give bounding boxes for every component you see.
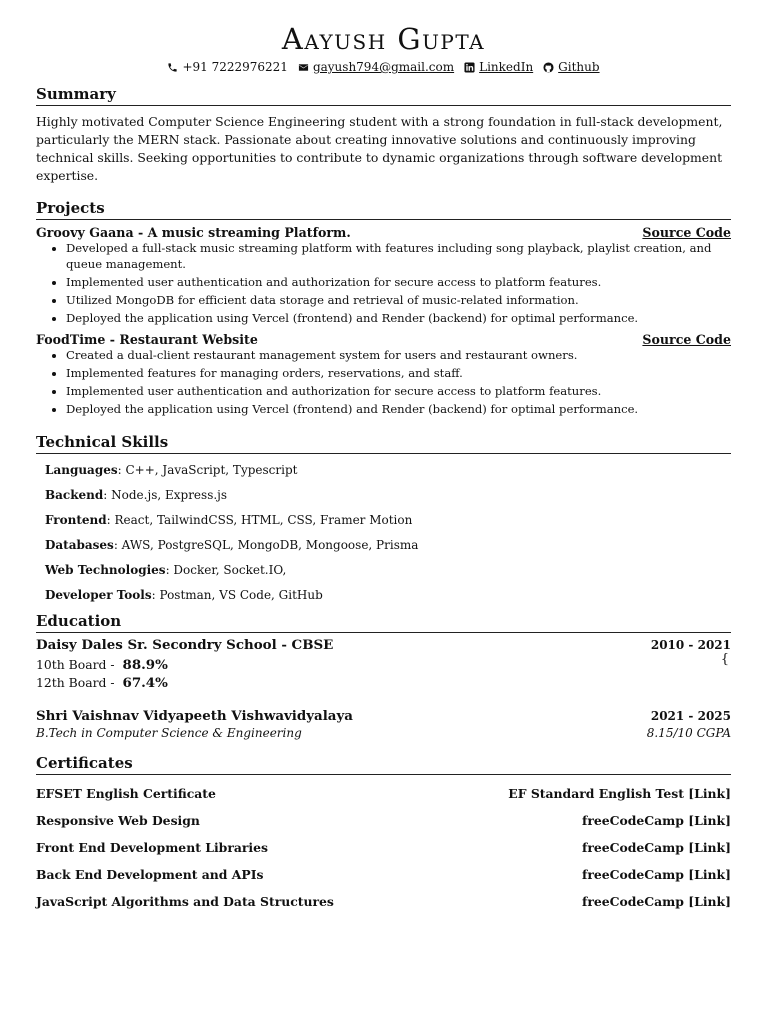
school-name: Daisy Dales Sr. Secondry School - CBSE (36, 637, 334, 653)
contact-bar (36, 59, 731, 75)
certificate-issuer-link[interactable]: freeCodeCamp [Link] (581, 840, 731, 855)
certificate-row (36, 840, 731, 856)
linkedin-link[interactable]: LinkedIn (479, 60, 534, 74)
skill-value: : AWS, PostgreSQL, MongoDB, Mongoose, Prisma (113, 538, 419, 552)
project-title: Groovy Gaana - A music streaming Platform. (36, 225, 351, 240)
certificate-row (36, 813, 731, 829)
summary-section (36, 85, 731, 185)
skill-row (45, 587, 731, 603)
skill-row (45, 512, 731, 528)
skill-row (45, 487, 731, 503)
linkedin-icon (464, 62, 475, 73)
bullet-item: • Deployed the application using Vercel (frontend) and Render (backend) for optimal performance. (66, 310, 731, 326)
projects-section (36, 199, 731, 417)
phone-number: +91 7222976221 (182, 60, 288, 74)
bullet-item: • Implemented user authentication and authorization for secure access to platform features. (66, 274, 731, 290)
certificate-row (36, 894, 731, 910)
envelope-icon (298, 62, 309, 73)
certificate-name: EFSET English Certificate (36, 786, 216, 801)
project-bullets (36, 240, 731, 326)
skill-row (45, 562, 731, 578)
github-contact[interactable] (543, 59, 599, 75)
certificate-name: Responsive Web Design (36, 813, 200, 828)
source-code-link[interactable]: Source Code (642, 225, 731, 240)
certificate-name: JavaScript Algorithms and Data Structures (36, 894, 334, 909)
summary-text: Highly motivated Computer Science Engineering student with a strong foundation in full-stack development, particularly the MERN stack. Passionate about creating innovative solutions and continuously improving technical skills. Seeking opportunities to contribute to dynamic organizations through software development expertise. (36, 114, 723, 183)
email-contact[interactable] (298, 59, 454, 75)
skill-label: Databases (45, 538, 114, 552)
board-score: 88.9% (122, 657, 168, 673)
certificate-row (36, 867, 731, 883)
projects-heading: Projects (36, 199, 731, 220)
certificates-heading: Certificates (36, 754, 731, 775)
bullet-item: • Deployed the application using Vercel (frontend) and Render (backend) for optimal performance. (66, 401, 731, 417)
skills-list (36, 462, 731, 603)
certificate-issuer-link[interactable]: freeCodeCamp [Link] (581, 867, 731, 882)
skill-value: : React, TailwindCSS, HTML, CSS, Framer Motion (106, 513, 413, 527)
certificates-list (36, 786, 731, 910)
project-item (36, 225, 731, 326)
skill-label: Web Technologies (45, 563, 166, 577)
summary-heading: Summary (36, 85, 731, 106)
certificates-section (36, 754, 731, 910)
school-years: 2010 - 2021 (650, 638, 731, 652)
certificate-row (36, 786, 731, 802)
education-item (36, 708, 731, 740)
skill-value: : Node.js, Express.js (103, 488, 228, 502)
skill-value: : Docker, Socket.IO, (165, 563, 287, 577)
skill-row (45, 462, 731, 478)
email-link[interactable]: gayush794@gmail.com (312, 60, 455, 74)
bullet-item: • Utilized MongoDB for efficient data storage and retrieval of music-related information. (66, 292, 731, 308)
candidate-name: Aayush Gupta (281, 22, 486, 56)
board-result: 10th Board - 88.9% (36, 657, 168, 673)
skills-heading: Technical Skills (36, 433, 731, 454)
resume-page (36, 22, 731, 921)
skill-value: : C++, JavaScript, Typescript (117, 463, 298, 477)
bullet-item: • Developed a full-stack music streaming platform with features including song playback, playlist creation, and queue management. (66, 240, 731, 272)
certificate-issuer-link[interactable]: EF Standard English Test [Link] (508, 786, 731, 801)
school-years: 2021 - 2025 (650, 709, 731, 723)
skill-label: Languages (45, 463, 118, 477)
source-code-link[interactable]: Source Code (642, 332, 731, 347)
certificate-issuer-link[interactable]: freeCodeCamp [Link] (581, 813, 731, 828)
skills-section (36, 433, 731, 603)
certificate-name: Back End Development and APIs (36, 867, 264, 882)
github-link[interactable]: Github (558, 60, 600, 74)
certificate-issuer-link[interactable]: freeCodeCamp [Link] (581, 894, 731, 909)
degree-name: B.Tech in Computer Science & Engineering (36, 726, 302, 740)
phone-contact (167, 59, 288, 75)
certificate-name: Front End Development Libraries (36, 840, 268, 855)
school-name: Shri Vaishnav Vidyapeeth Vishwavidyalaya (36, 708, 353, 724)
brace-mark: { (720, 652, 729, 667)
phone-icon (167, 62, 178, 73)
project-item (36, 332, 731, 417)
education-heading: Education (36, 612, 731, 633)
skill-label: Frontend (45, 513, 107, 527)
cgpa: 8.15/10 CGPA (646, 726, 731, 740)
board-score: 67.4% (122, 675, 168, 691)
github-icon (543, 62, 554, 73)
bullet-item: • Implemented user authentication and authorization for secure access to platform features. (66, 383, 731, 399)
project-title: FoodTime - Restaurant Website (36, 332, 258, 347)
bullet-item: • Implemented features for managing orders, reservations, and staff. (66, 365, 731, 381)
board-result: 12th Board - 67.4% (36, 675, 168, 691)
linkedin-contact[interactable] (464, 59, 533, 75)
project-bullets (36, 347, 731, 417)
skill-row (45, 537, 731, 553)
education-section (36, 612, 731, 740)
skill-label: Developer Tools (45, 588, 152, 602)
skill-value: : Postman, VS Code, GitHub (151, 588, 323, 602)
skill-label: Backend (45, 488, 104, 502)
education-item (36, 637, 731, 692)
bullet-item: • Created a dual-client restaurant management system for users and restaurant owners. (66, 347, 731, 363)
